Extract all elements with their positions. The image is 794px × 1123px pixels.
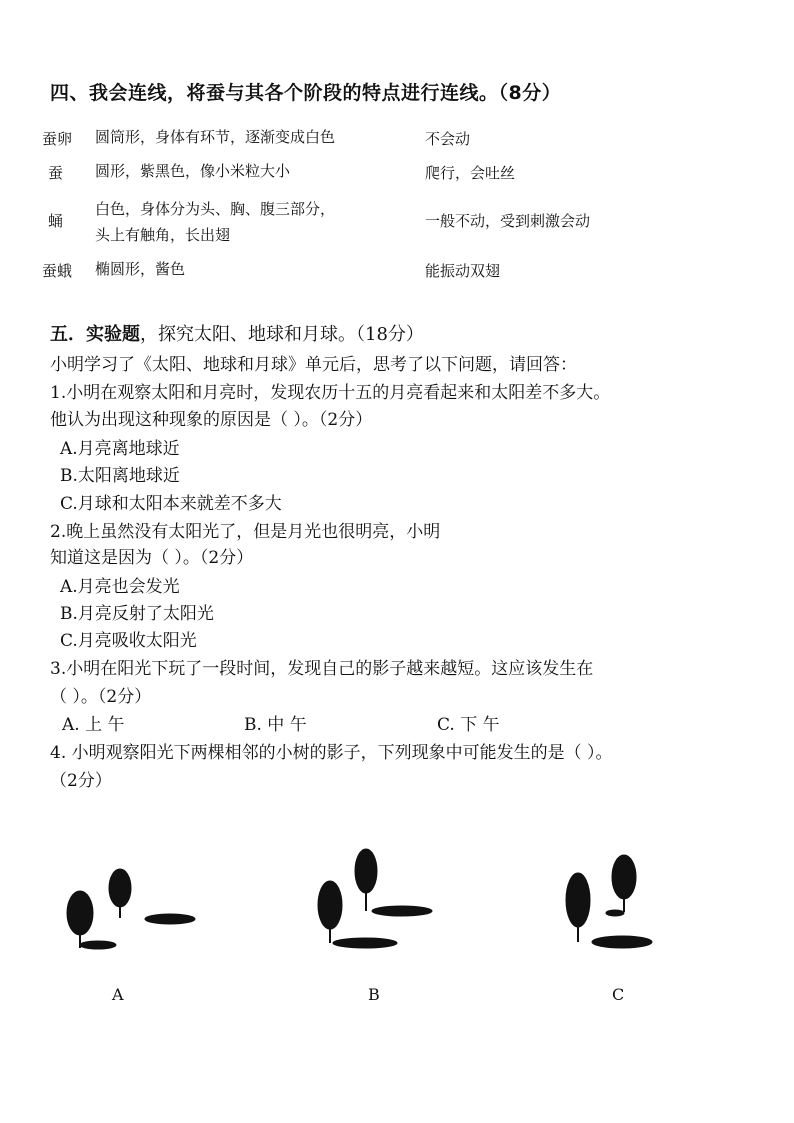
figure-c-tree-right-crown: [612, 855, 636, 899]
figure-a-tree-left-crown: [67, 891, 93, 935]
figure-a-tree-right-crown: [109, 869, 131, 907]
figure-label-c: C: [612, 985, 625, 1004]
figure-a-two-trees: [60, 860, 210, 960]
q1-option-b: B.太阳离地球近: [60, 466, 180, 486]
q1-line1: 1.小明在观察太阳和月亮时，发现农历十五的月亮看起来和太阳差不多大。: [50, 383, 611, 403]
stage-egg-action: 不会动: [425, 130, 471, 148]
stage-silkworm: 蚕: [48, 164, 64, 182]
figure-label-a: A: [112, 985, 124, 1004]
figure-b-tree-right-crown: [355, 849, 377, 893]
q3-line1: 3.小明在阳光下玩了一段时间，发现自己的影子越来越短。这应该发生在: [50, 659, 594, 679]
figure-c-tree-left-crown: [566, 873, 590, 927]
stage-egg-desc: 圆筒形，身体有环节，逐渐变成白色: [95, 128, 336, 146]
q3-line2: （ ）。（2分）: [50, 687, 152, 707]
stage-pupa-desc-line1: 白色，身体分为头、胸、腹三部分，: [95, 200, 336, 218]
section5-intro: 小明学习了《太阳、地球和月球》单元后，思考了以下问题，请回答：: [50, 355, 577, 375]
q3-option-b: B. 中 午: [244, 715, 307, 735]
q1-option-a: A.月亮离地球近: [60, 439, 180, 459]
q4-line2: （2分）: [50, 771, 112, 791]
q2-line2: 知道这是因为（ ）。（2分）: [50, 548, 254, 568]
figure-a-tree-left-shadow: [80, 941, 116, 949]
figure-label-b: B: [368, 985, 380, 1004]
q2-option-c: C.月亮吸收太阳光: [60, 631, 197, 651]
q2-option-a: A.月亮也会发光: [60, 577, 180, 597]
q2-line1: 2.晚上虽然没有太阳光了，但是月光也很明亮，小明: [50, 522, 441, 542]
q2-option-b: B.月亮反射了太阳光: [60, 604, 214, 624]
q1-option-c: C.月球和太阳本来就差不多大: [60, 494, 282, 514]
stage-moth: 蚕蛾: [42, 262, 73, 280]
stage-silkworm-desc: 圆形，紫黑色，像小米粒大小: [95, 162, 291, 180]
figure-b-tree-left-shadow: [333, 938, 397, 948]
stage-moth-desc: 椭圆形，酱色: [95, 260, 186, 278]
figure-b-tree-right-shadow: [372, 906, 432, 916]
figure-a-tree-right-shadow: [145, 914, 195, 924]
q1-line2: 他认为出现这种现象的原因是（ ）。（2分）: [50, 410, 373, 430]
stage-moth-action: 能振动双翅: [425, 262, 501, 280]
figure-c-tree-left-shadow: [592, 936, 652, 948]
section5-title-rest: ，探究太阳、地球和月球。（18分）: [140, 324, 424, 345]
q3-option-a: A. 上 午: [62, 715, 125, 735]
stage-pupa-desc-line2: 头上有触角，长出翅: [95, 226, 231, 244]
stage-pupa: 蛹: [48, 212, 64, 230]
section5-title: [50, 320, 424, 346]
stage-silkworm-action: 爬行，会吐丝: [425, 164, 516, 182]
figure-c-two-trees: [560, 850, 710, 960]
q4-line1: 4. 小明观察阳光下两棵相邻的小树的影子，下列现象中可能发生的是（ ）。: [50, 743, 613, 763]
section5-title-bold: 五．实验题: [50, 324, 140, 345]
figure-b-tree-left-crown: [318, 881, 342, 929]
stage-pupa-action: 一般不动，受到刺激会动: [425, 212, 591, 230]
section4-title: 四、我会连线，将蚕与其各个阶段的特点进行连线。（8分）: [50, 82, 562, 104]
stage-egg: 蚕卵: [42, 130, 73, 148]
figure-c-tree-right-shadow: [606, 910, 624, 916]
q3-option-c: C. 下 午: [437, 715, 500, 735]
figure-b-two-trees: [310, 845, 460, 960]
